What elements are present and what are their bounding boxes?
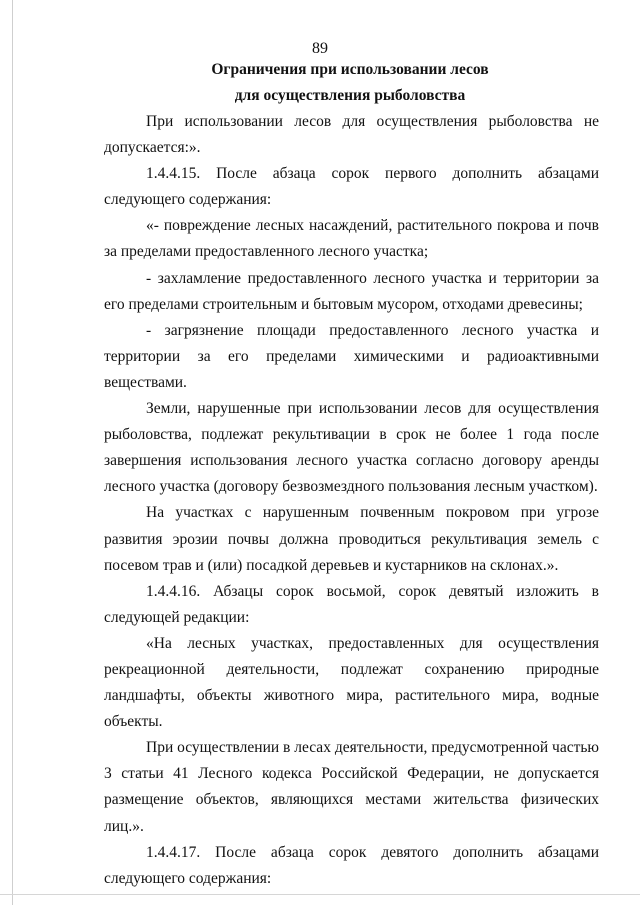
paragraph: - захламление предоставленного лесного участка и территории за его пределами строительным и бытовым мусором, отходами древесины; (104, 269, 599, 313)
paragraph: На участках с нарушенным почвенным покровом при угрозе развития эрозии почвы должна проводиться рекультивация земель с посевом трав и (или) посадкой деревьев и кустарников на склонах.». (104, 504, 599, 574)
paragraph: «На лесных участках, предоставленных для осуществления рекреационной деятельности, подлежат сохранению природные ландшафты, объекты животного мира, растительного мира, водные объекты. (104, 634, 599, 731)
paragraph: Земли, нарушенные при использовании лесов для осуществления рыболовства, подлежат рекультивации в срок не более 1 года после завершения использования лесного участка согласно договору аренды лесного участка (договору безвозмездного пользования лесным участком). (104, 400, 599, 496)
paragraph: 1.4.4.17. После абзаца сорок девятого дополнить абзацами следующего содержания: (104, 843, 599, 887)
document-body (104, 109, 599, 892)
paragraph: 1.4.4.16. Абзацы сорок восьмой, сорок девятый изложить в следующей редакции: (104, 582, 599, 626)
paragraph: - загрязнение площади предоставленного лесного участка и территории за его пределами химическими и радиоактивными веществами. (104, 321, 599, 391)
page-number: 89 (312, 40, 328, 57)
paragraph: 1.4.4.15. После абзаца сорок первого дополнить абзацами следующего содержания: (104, 165, 599, 209)
section-heading-line-1: Ограничения при использовании лесов (211, 61, 489, 78)
scan-edge-left (12, 0, 13, 905)
section-heading-line-2: для осуществления рыболовства (234, 87, 466, 104)
scan-edge-bottom (0, 894, 640, 895)
paragraph: «- повреждение лесных насаждений, растительного покрова и почв за пределами предоставленного лесного участка; (104, 217, 599, 261)
paragraph: При осуществлении в лесах деятельности, предусмотренной частью 3 статьи 41 Лесного кодекса Российской Федерации, не допускается размещение объектов, являющихся местами жительства физических лиц.». (104, 739, 599, 835)
paragraph: При использовании лесов для осуществления рыболовства не допускается:». (104, 113, 599, 157)
